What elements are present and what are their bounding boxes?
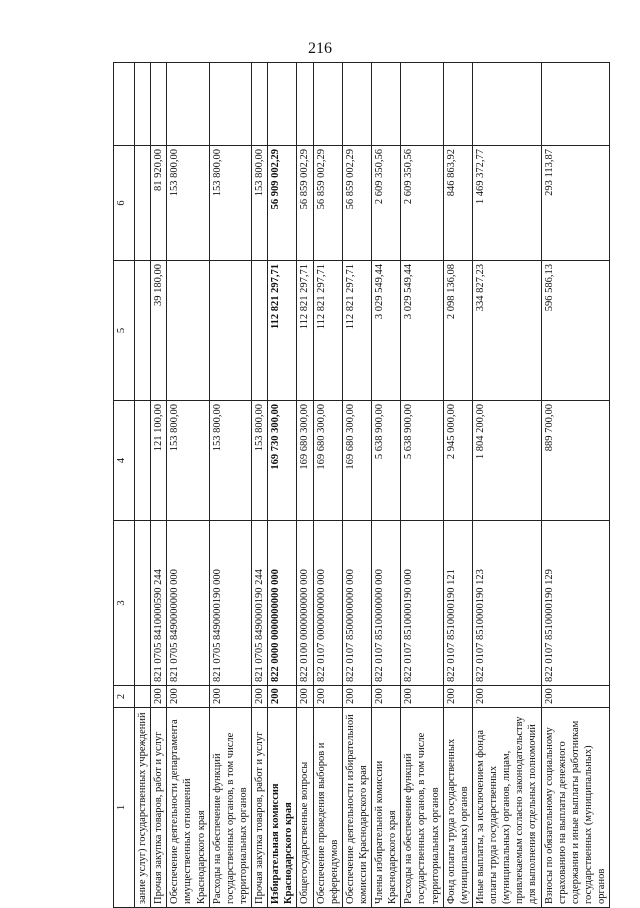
table-row	[313, 63, 342, 908]
row-empty-cell	[252, 63, 268, 146]
row-budget-code-cell: 822 0107 8510000190 129	[541, 521, 610, 686]
page-number: 216	[308, 40, 332, 57]
row-approved-cell: 1 804 200,00	[472, 401, 541, 521]
row-approved-cell: 169 680 300,00	[342, 401, 371, 521]
row-budget-code-cell: 822 0000 0000000000 000	[268, 521, 297, 686]
row-name-cell: Иные выплаты, за исключением фонда оплаты труда государственных (муниципальных) органов, лицам, привлекаемым согласно законодательству для выполнения отдельных полномочий	[472, 708, 541, 908]
row-line-code-cell: 200	[268, 686, 297, 708]
row-line-code-cell: 200	[342, 686, 371, 708]
row-unexecuted-cell: 153 800,00	[209, 146, 251, 261]
row-unexecuted-cell: 1 469 372,77	[472, 146, 541, 261]
row-unexecuted-cell: 81 920,00	[151, 146, 167, 261]
row-executed-cell: 3 029 549,44	[372, 261, 401, 401]
row-approved-cell: 2 945 000,00	[443, 401, 472, 521]
row-unexecuted-cell	[135, 146, 151, 261]
row-name-cell: Взносы по обязательному социальному страхованию на выплаты денежного содержания и иные выплаты работникам государственных (муниципальных) органов	[541, 708, 610, 908]
row-unexecuted-cell: 2 609 350,56	[372, 146, 401, 261]
table-row	[268, 63, 297, 908]
row-executed-cell: 2 098 136,08	[443, 261, 472, 401]
header-col-empty	[114, 63, 135, 146]
row-approved-cell: 153 800,00	[167, 401, 209, 521]
row-approved-cell	[135, 401, 151, 521]
table-row	[342, 63, 371, 908]
row-approved-cell: 169 730 300,00	[268, 401, 297, 521]
row-approved-cell: 153 800,00	[252, 401, 268, 521]
table-row	[151, 63, 167, 908]
row-budget-code-cell: 821 0705 8490000000 000	[167, 521, 209, 686]
row-name-cell: Фонд оплаты труда государственных (муниципальных) органов	[443, 708, 472, 908]
row-line-code-cell	[135, 686, 151, 708]
row-executed-cell	[252, 261, 268, 401]
row-name-cell: Члены избирательной комиссии Краснодарского края	[372, 708, 401, 908]
row-approved-cell: 169 680 300,00	[313, 401, 342, 521]
row-unexecuted-cell: 56 909 002,29	[268, 146, 297, 261]
row-name-cell: Прочая закупка товаров, работ и услуг	[151, 708, 167, 908]
row-name-cell: Обеспечение проведения выборов и референдумов	[313, 708, 342, 908]
header-col-5: 5	[114, 261, 135, 401]
table-row	[297, 63, 313, 908]
header-col-3: 3	[114, 521, 135, 686]
row-name-cell: Прочая закупка товаров, работ и услуг	[252, 708, 268, 908]
row-executed-cell: 334 827,23	[472, 261, 541, 401]
row-name-cell: Обеспечение деятельности департамента имущественных отношений Краснодарского края	[167, 708, 209, 908]
row-unexecuted-cell: 846 863,92	[443, 146, 472, 261]
row-line-code-cell: 200	[252, 686, 268, 708]
table-row	[472, 63, 541, 908]
row-executed-cell: 112 821 297,71	[313, 261, 342, 401]
row-unexecuted-cell: 293 113,87	[541, 146, 610, 261]
row-budget-code-cell: 821 0705 8490000190 244	[252, 521, 268, 686]
table-row	[401, 63, 443, 908]
header-col-1: 1	[114, 708, 135, 908]
row-unexecuted-cell: 56 859 002,29	[342, 146, 371, 261]
row-budget-code-cell: 822 0107 8510000190 000	[401, 521, 443, 686]
row-line-code-cell: 200	[443, 686, 472, 708]
row-budget-code-cell	[135, 521, 151, 686]
row-executed-cell: 3 029 549,44	[401, 261, 443, 401]
row-budget-code-cell: 822 0107 0000000000 000	[313, 521, 342, 686]
table-row	[541, 63, 610, 908]
row-line-code-cell: 200	[472, 686, 541, 708]
row-empty-cell	[372, 63, 401, 146]
budget-execution-table	[113, 62, 610, 908]
row-approved-cell: 169 680 300,00	[297, 401, 313, 521]
row-line-code-cell: 200	[313, 686, 342, 708]
table-rotation-frame	[113, 63, 640, 908]
row-executed-cell: 39 180,00	[151, 261, 167, 401]
row-name-cell: Расходы на обеспечение функций государственных органов, в том числе территориальных органов	[401, 708, 443, 908]
row-unexecuted-cell: 56 859 002,29	[297, 146, 313, 261]
row-unexecuted-cell: 2 609 350,56	[401, 146, 443, 261]
row-empty-cell	[342, 63, 371, 146]
row-executed-cell: 112 821 297,71	[268, 261, 297, 401]
row-empty-cell	[313, 63, 342, 146]
table-row	[167, 63, 209, 908]
row-name-cell: Обеспечение деятельности избирательной комиссии Краснодарского края	[342, 708, 371, 908]
row-approved-cell: 121 100,00	[151, 401, 167, 521]
row-empty-cell	[443, 63, 472, 146]
row-empty-cell	[209, 63, 251, 146]
header-col-2: 2	[114, 686, 135, 708]
row-approved-cell: 889 700,00	[541, 401, 610, 521]
row-budget-code-cell: 821 0705 8410000590 244	[151, 521, 167, 686]
table-row	[372, 63, 401, 908]
header-row	[114, 63, 135, 908]
row-empty-cell	[401, 63, 443, 146]
row-unexecuted-cell: 56 859 002,29	[313, 146, 342, 261]
row-budget-code-cell: 821 0705 8490000190 000	[209, 521, 251, 686]
table-row	[135, 63, 151, 908]
table-row	[209, 63, 251, 908]
row-executed-cell	[135, 261, 151, 401]
table-row	[443, 63, 472, 908]
row-empty-cell	[297, 63, 313, 146]
row-empty-cell	[541, 63, 610, 146]
row-name-cell: Общегосударственные вопросы	[297, 708, 313, 908]
header-col-4: 4	[114, 401, 135, 521]
row-executed-cell: 112 821 297,71	[342, 261, 371, 401]
row-empty-cell	[268, 63, 297, 146]
row-line-code-cell: 200	[167, 686, 209, 708]
row-executed-cell	[167, 261, 209, 401]
row-name-cell: зание услуг) государственных учреждений	[135, 708, 151, 908]
rotated-table-container	[113, 63, 640, 908]
row-budget-code-cell: 822 0107 8510000190 121	[443, 521, 472, 686]
row-budget-code-cell: 822 0107 8510000000 000	[372, 521, 401, 686]
row-approved-cell: 153 800,00	[209, 401, 251, 521]
row-empty-cell	[151, 63, 167, 146]
row-budget-code-cell: 822 0107 8500000000 000	[342, 521, 371, 686]
table-row	[252, 63, 268, 908]
table-body	[135, 63, 610, 908]
row-line-code-cell: 200	[297, 686, 313, 708]
row-unexecuted-cell: 153 800,00	[252, 146, 268, 261]
row-executed-cell	[209, 261, 251, 401]
row-executed-cell: 596 586,13	[541, 261, 610, 401]
row-unexecuted-cell: 153 800,00	[167, 146, 209, 261]
row-approved-cell: 5 638 900,00	[401, 401, 443, 521]
row-empty-cell	[167, 63, 209, 146]
row-empty-cell	[135, 63, 151, 146]
row-line-code-cell: 200	[541, 686, 610, 708]
row-approved-cell: 5 638 900,00	[372, 401, 401, 521]
row-line-code-cell: 200	[151, 686, 167, 708]
row-name-cell: Расходы на обеспечение функций государственных органов, в том числе территориальных органов	[209, 708, 251, 908]
row-empty-cell	[472, 63, 541, 146]
row-name-cell: Избирательная комиссия Краснодарского края	[268, 708, 297, 908]
header-col-6: 6	[114, 146, 135, 261]
row-budget-code-cell: 822 0100 0000000000 000	[297, 521, 313, 686]
row-executed-cell: 112 821 297,71	[297, 261, 313, 401]
row-line-code-cell: 200	[209, 686, 251, 708]
row-line-code-cell: 200	[372, 686, 401, 708]
row-budget-code-cell: 822 0107 8510000190 123	[472, 521, 541, 686]
row-line-code-cell: 200	[401, 686, 443, 708]
